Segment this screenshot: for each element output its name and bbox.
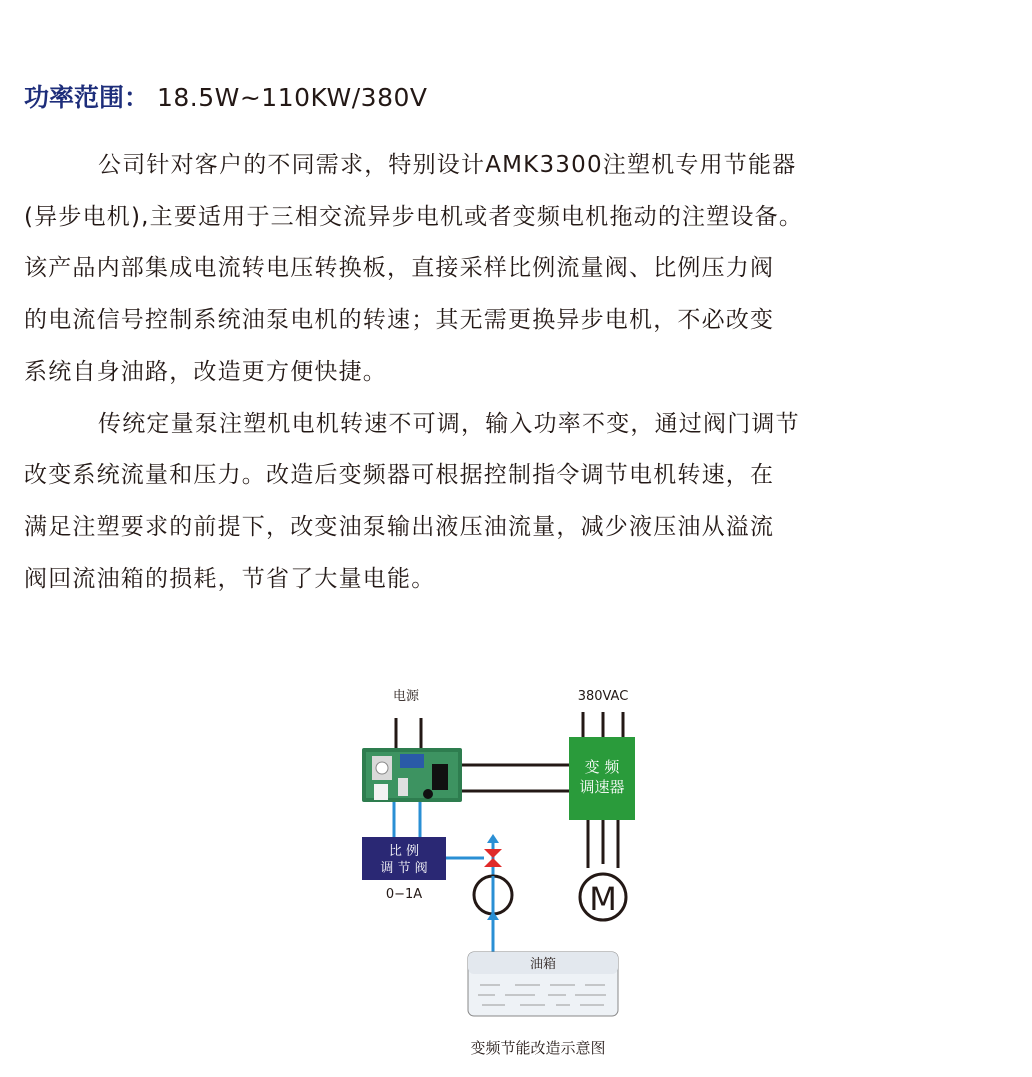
board-capacitor [432, 764, 448, 790]
paragraph-1-line-1: 公司针对客户的不同需求，特别设计AMK3300注塑机专用节能器 [98, 152, 797, 178]
board-relay [400, 754, 424, 768]
inverter-label-line-2: 调速器 [579, 778, 625, 796]
valve-bottom-triangle [484, 858, 502, 867]
valve-label-line-1: 比 例 [388, 844, 420, 859]
diagram-caption: 变频节能改造示意图 [470, 1039, 606, 1057]
paragraph-1-line-3: 该产品内部集成电流转电压转换板，直接采样比例流量阀、比例压力阀 [24, 255, 775, 282]
power-range-value: 18.5W~110KW/380V [156, 83, 428, 112]
paragraph-1-line-5: 系统自身油路，改造更方便快捷。 [24, 358, 387, 385]
power-label: 电源 [392, 689, 420, 704]
paragraph-2-line-3: 满足注塑要求的前提下，改变油泵输出液压油流量，减少液压油从溢流 [24, 513, 775, 540]
valve-top-triangle [484, 849, 502, 858]
supply-label: 380VAC [577, 689, 629, 704]
output-arrow-icon [487, 834, 499, 843]
paragraph-1-line-4: 的电流信号控制系统油泵电机的转速；其无需更换异步电机，不必改变 [24, 307, 775, 334]
board-component [423, 789, 433, 799]
paragraph-2-line-4: 阀回流油箱的损耗，节省了大量电能。 [24, 565, 436, 592]
board-potentiometer [376, 762, 388, 774]
paragraph-2-line-1: 传统定量泵注塑机电机转速不可调，输入功率不变，通过阀门调节 [98, 410, 800, 437]
inverter-label-line-1: 变 频 [584, 758, 620, 776]
power-range-label: 功率范围： [24, 83, 150, 112]
oil-tank-label: 油箱 [529, 957, 557, 972]
motor-symbol: M [589, 880, 617, 918]
current-range-label: 0−1A [385, 887, 423, 902]
board-connector [374, 784, 388, 800]
circuit-board-image [362, 748, 462, 802]
paragraph-1-line-2: (异步电机),主要适用于三相交流异步电机或者变频电机拖动的注塑设备。 [24, 203, 804, 230]
paragraph-2-line-2: 改变系统流量和压力。改造后变频器可根据控制指令调节电机转速，在 [24, 462, 775, 489]
board-terminal [398, 778, 408, 796]
valve-label-line-2: 调 节 阀 [380, 861, 428, 876]
